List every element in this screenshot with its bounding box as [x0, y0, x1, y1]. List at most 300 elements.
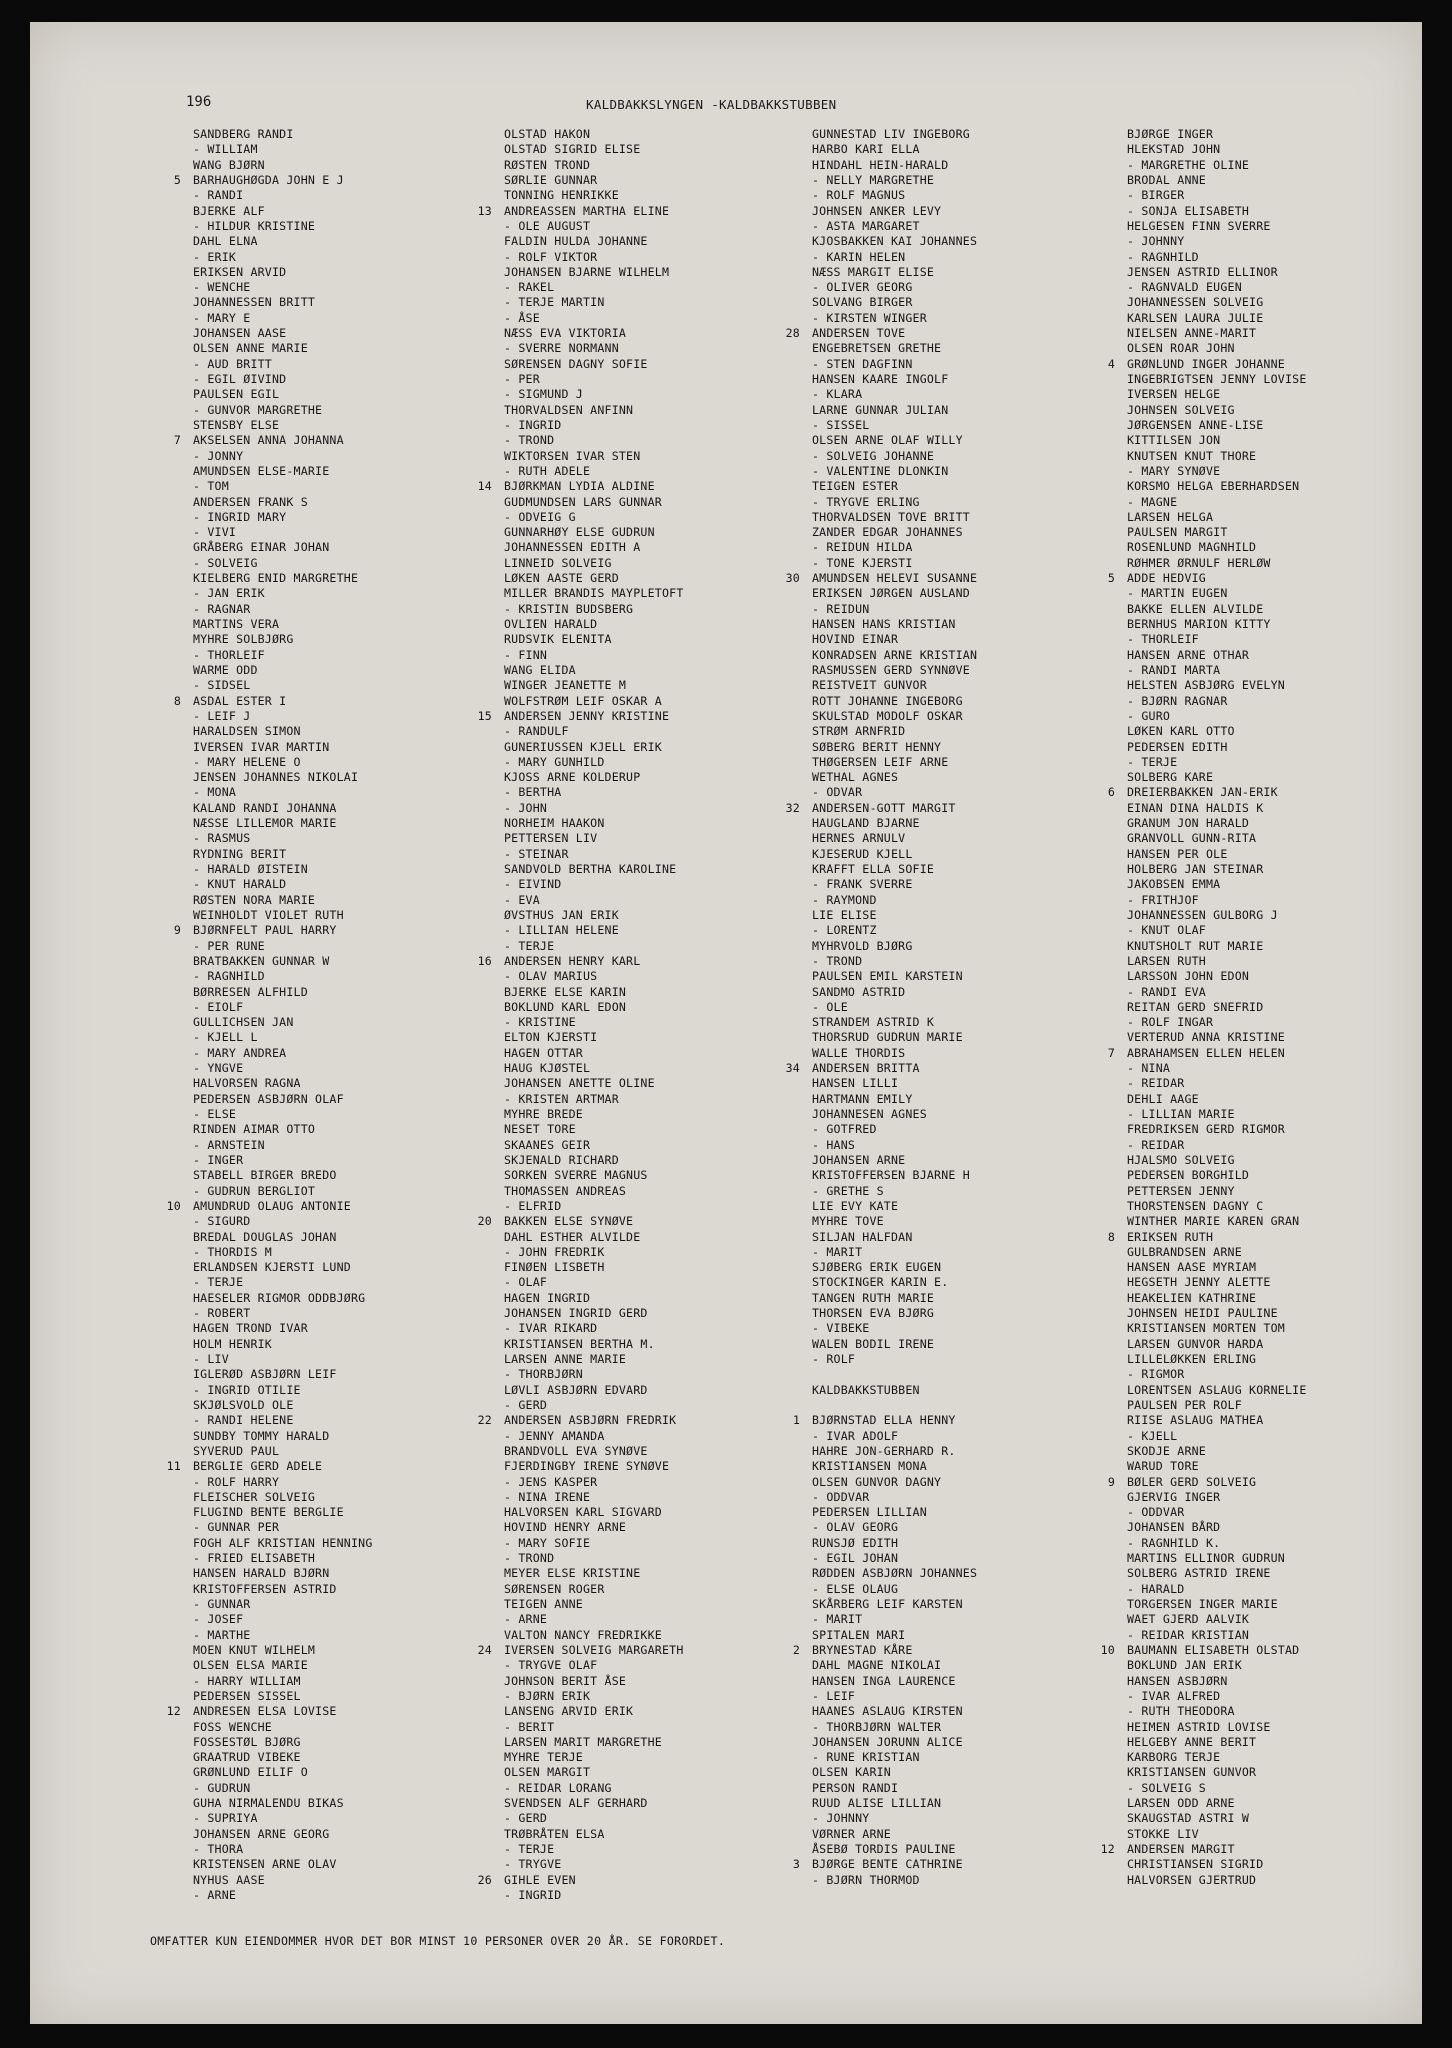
resident-name: HARALDSEN SIMON: [193, 724, 301, 739]
list-item: [193, 1413, 373, 1428]
resident-name: JOHANSEN ANETTE OLINE: [504, 1076, 655, 1091]
list-item: [504, 403, 684, 418]
resident-name: VALTON NANCY FREDRIKKE: [504, 1627, 662, 1642]
resident-name: - OLAF: [504, 1275, 548, 1290]
list-item: [812, 204, 977, 219]
list-item: [193, 341, 373, 356]
resident-name: JOHANSEN BÅRD: [1127, 1520, 1221, 1535]
list-item: [504, 632, 684, 647]
resident-name: - TERJE MARTIN: [504, 295, 605, 310]
resident-name: - INGRID: [504, 1887, 562, 1902]
resident-name: HARTMANN EMILY: [812, 1091, 913, 1106]
list-item: [812, 1214, 977, 1229]
list-item: [193, 1337, 373, 1352]
resident-name: OLSEN KARIN: [812, 1765, 891, 1780]
list-item: [193, 755, 373, 770]
resident-name: THORVALDSEN ANFINN: [504, 402, 634, 417]
list-item: [193, 1582, 373, 1597]
resident-name: ZANDER EDGAR JOHANNES: [812, 525, 963, 540]
list-item: [193, 877, 373, 892]
list-item: [1127, 495, 1307, 510]
list-item: [812, 709, 977, 724]
resident-name: RINDEN AIMAR OTTO: [193, 1122, 316, 1137]
resident-name: GUNNESTAD LIV INGEBORG: [812, 127, 970, 141]
list-item: [193, 280, 373, 295]
resident-name: GRANVOLL GUNN-RITA: [1127, 831, 1257, 846]
resident-name: - GERD: [504, 1397, 548, 1412]
resident-name: HANSEN HARALD BJØRN: [193, 1566, 330, 1581]
list-item: [504, 1092, 684, 1107]
resident-name: WINGER JEANETTE M: [504, 678, 627, 693]
list-item: [193, 525, 373, 540]
list-item: [504, 1475, 684, 1490]
list-item: [193, 632, 373, 647]
list-item: [812, 311, 977, 326]
resident-name: HAGEN OTTAR: [504, 1045, 583, 1060]
resident-name: NÆSS MARGIT ELISE: [812, 264, 935, 279]
resident-name: - TERJE: [504, 938, 555, 953]
list-item: [1127, 1260, 1307, 1275]
list-item: [504, 617, 684, 632]
resident-name: LARSEN ANNE MARIE: [504, 1352, 627, 1366]
resident-name: SANDVOLD BERTHA KAROLINE: [504, 862, 677, 876]
resident-name: - RASMUS: [193, 831, 251, 846]
list-item: [193, 1643, 373, 1658]
list-item: [812, 602, 977, 617]
resident-name: KJOSS ARNE KOLDERUP: [504, 770, 641, 785]
house-number: 3: [792, 1857, 800, 1872]
resident-name: - TONE KJERSTI: [812, 555, 913, 570]
list-item: [193, 1888, 373, 1903]
list-item: [193, 740, 373, 755]
resident-name: WIKTORSEN IVAR STEN: [504, 448, 641, 463]
list-item: [504, 816, 684, 831]
list-item: [504, 694, 684, 709]
list-item: [477, 1214, 684, 1229]
list-item: [477, 708, 684, 724]
resident-name: HELSTEN ASBJØRG EVELYN: [1127, 678, 1285, 693]
house-number: 12: [1100, 1842, 1115, 1856]
resident-name: RIISE ASLAUG MATHEA: [1127, 1413, 1264, 1428]
list-item: [1127, 1689, 1307, 1704]
list-item: [1127, 632, 1307, 647]
resident-name: IVERSEN IVAR MARTIN: [193, 739, 330, 754]
list-item: [504, 372, 684, 387]
resident-name: ROTT JOHANNE INGEBORG: [812, 693, 963, 708]
resident-name: - LEIF J: [193, 708, 251, 723]
house-number: 24: [477, 1642, 492, 1657]
list-item: [812, 1153, 977, 1168]
list-item: [812, 1230, 977, 1245]
house-number: 30: [785, 571, 800, 586]
list-item: [504, 847, 684, 862]
resident-name: HAGEN INGRID: [504, 1290, 591, 1305]
list-item: [193, 495, 373, 510]
resident-name: ANDERSEN BRITTA: [812, 1061, 920, 1076]
resident-name: JOHANSEN INGRID GERD: [504, 1306, 648, 1321]
resident-name: GULLICHSEN JAN: [193, 1015, 294, 1030]
resident-name: BOKLUND JAN ERIK: [1127, 1658, 1242, 1673]
list-item: [193, 1720, 373, 1735]
list-item: [193, 479, 373, 494]
list-item: [1127, 1291, 1307, 1306]
list-item: [193, 1750, 373, 1765]
resident-name: - MARY SYNØVE: [1127, 463, 1221, 478]
resident-name: - EVA: [504, 892, 540, 907]
resident-name: - JOHN: [504, 800, 548, 815]
list-item: [1127, 1857, 1307, 1872]
list-item: [504, 142, 684, 157]
resident-name: RUDSVIK ELENITA: [504, 632, 612, 647]
list-item: [792, 1642, 977, 1658]
list-item: [193, 1475, 373, 1490]
list-item: [193, 908, 373, 923]
list-item: [504, 1597, 684, 1612]
resident-name: WARME ODD: [193, 662, 258, 677]
list-item: [1107, 356, 1307, 372]
list-item: [1107, 785, 1307, 800]
list-item: [812, 1138, 977, 1153]
list-item: [812, 1383, 977, 1398]
resident-name: BERNHUS MARION KITTY: [1127, 617, 1271, 631]
resident-name: WALLE THORDIS: [812, 1045, 906, 1060]
resident-name: NYHUS AASE: [193, 1872, 265, 1887]
list-item: [193, 540, 373, 555]
list-item: [193, 1245, 373, 1260]
resident-name: - THORA: [193, 1842, 244, 1856]
list-item: [504, 602, 684, 617]
resident-name: HLEKSTAD JOHN: [1127, 142, 1221, 157]
resident-name: - INGRID: [504, 417, 562, 432]
house-number: 8: [1107, 1229, 1115, 1244]
resident-name: HELGESEN FINN SVERRE: [1127, 218, 1271, 233]
list-item: [1127, 173, 1307, 188]
resident-name: PEDERSEN ASBJØRN OLAF: [193, 1091, 344, 1106]
resident-name: LØKEN AASTE GERD: [504, 571, 619, 586]
list-item: [785, 800, 977, 816]
list-item: [504, 1536, 684, 1551]
resident-name: RUNSJØ EDITH: [812, 1535, 899, 1550]
resident-name: - EIVIND: [504, 877, 562, 892]
resident-name: - GUDRUN: [193, 1780, 251, 1795]
resident-name: - MARIT: [812, 1244, 863, 1259]
resident-name: - OLE AUGUST: [504, 218, 591, 233]
resident-name: OLSTAD SIGRID ELISE: [504, 142, 641, 157]
resident-name: SYVERUD PAUL: [193, 1443, 280, 1458]
list-item: [1127, 694, 1307, 709]
list-item: [1127, 663, 1307, 678]
house-number: 34: [785, 1061, 800, 1076]
list-item: [193, 418, 373, 433]
house-number: 7: [173, 433, 181, 448]
list-item: [504, 740, 684, 755]
resident-name: JOHANNESSEN EDITH A: [504, 540, 641, 555]
list-item: [1127, 1735, 1307, 1750]
list-item: [1127, 1383, 1307, 1398]
resident-name: LARSEN GUNVOR HARDA: [1127, 1336, 1264, 1351]
resident-name: MEYER ELSE KRISTINE: [504, 1566, 641, 1581]
resident-name: BJØRKMAN LYDIA ALDINE: [504, 479, 655, 494]
list-item: [812, 1168, 977, 1183]
list-item: [1127, 433, 1307, 448]
list-item: [504, 1765, 684, 1780]
list-item: [193, 188, 373, 203]
resident-name: JAKOBSEN EMMA: [1127, 877, 1221, 892]
resident-name: - IVAR ALFRED: [1127, 1688, 1221, 1703]
resident-name: WALEN BODIL IRENE: [812, 1336, 935, 1351]
resident-name: - BJØRN THORMOD: [812, 1872, 920, 1887]
resident-name: STABELL BIRGER BREDO: [193, 1168, 337, 1183]
list-item: [193, 250, 373, 265]
list-item: [193, 219, 373, 234]
resident-name: INGEBRIGTSEN JENNY LOVISE: [1127, 372, 1307, 386]
resident-name: PAULSEN PER ROLF: [1127, 1397, 1242, 1412]
list-item: [812, 1122, 977, 1137]
resident-name: FOSSESTØL BJØRG: [193, 1734, 301, 1749]
list-item: [166, 1198, 373, 1214]
resident-name: WETHAL AGNES: [812, 770, 899, 785]
list-item: [1127, 893, 1307, 908]
list-item: [193, 1291, 373, 1306]
resident-name: HALVORSEN GJERTRUD: [1127, 1872, 1257, 1887]
resident-name: KJOSBAKKEN KAI JOHANNES: [812, 234, 978, 249]
list-item: [193, 1061, 373, 1076]
list-item: [1127, 1628, 1307, 1643]
resident-name: BRANDVOLL EVA SYNØVE: [504, 1443, 648, 1458]
resident-name: - RANDI: [193, 188, 244, 203]
resident-name: - JENS KASPER: [504, 1474, 598, 1489]
list-item: [1127, 372, 1307, 387]
list-item: [1127, 586, 1307, 601]
resident-name: - GERD: [504, 1811, 548, 1826]
list-item: [812, 1030, 977, 1045]
list-item: [193, 204, 373, 219]
resident-name: - MARGRETHE OLINE: [1127, 157, 1250, 172]
resident-name: KORSMO HELGA EBERHARDSEN: [1127, 479, 1300, 494]
resident-name: MYHRE SOLBJØRG: [193, 632, 294, 647]
resident-name: FALDIN HULDA JOHANNE: [504, 234, 648, 249]
house-number: 13: [477, 203, 492, 218]
resident-name: ANDERSEN TOVE: [812, 326, 906, 341]
resident-name: LARSSON JOHN EDON: [1127, 969, 1250, 984]
list-item: [812, 1000, 977, 1015]
list-item: [1127, 204, 1307, 219]
resident-name: - KJELL L: [193, 1030, 258, 1045]
resident-name: JOHNSEN HEIDI PAULINE: [1127, 1306, 1278, 1321]
resident-name: ABRAHAMSEN ELLEN HELEN: [1127, 1045, 1285, 1060]
resident-name: DAHL ELNA: [193, 234, 258, 249]
list-item: [193, 1076, 373, 1091]
resident-name: - RANDI MARTA: [1127, 662, 1221, 677]
list-item: [504, 1796, 684, 1811]
list-item: [812, 1720, 977, 1735]
list-item: [477, 953, 684, 969]
list-item: [504, 449, 684, 464]
list-item: [812, 234, 977, 249]
resident-name: - TRYGVE ERLING: [812, 494, 920, 509]
resident-name: BARHAUGHØGDA JOHN E J: [193, 172, 344, 187]
list-item: [1127, 1214, 1307, 1229]
list-item: [1127, 250, 1307, 265]
list-item: [504, 755, 684, 770]
list-item: [812, 678, 977, 693]
resident-name: - GUNVOR MARGRETHE: [193, 402, 323, 417]
resident-name: - THORDIS M: [193, 1244, 272, 1259]
list-item: [1127, 464, 1307, 479]
resident-name: DREIERBAKKEN JAN-ERIK: [1127, 785, 1278, 800]
resident-name: - REIDAR KRISTIAN: [1127, 1627, 1250, 1642]
resident-name: THORSTENSEN DAGNY C: [1127, 1198, 1264, 1213]
list-item: [504, 341, 684, 356]
resident-name: - OLAV MARIUS: [504, 969, 598, 984]
resident-name: THORVALDSEN TOVE BRITT: [812, 509, 970, 524]
resident-name: HINDAHL HEIN-HARALD: [812, 157, 949, 172]
list-item: [166, 1459, 373, 1474]
list-item: [504, 1153, 684, 1168]
list-item: [193, 1658, 373, 1673]
list-item: [193, 1551, 373, 1566]
list-item: [1127, 1827, 1307, 1842]
resident-name: BØRRESEN ALFHILD: [193, 984, 308, 999]
resident-name: - WENCHE: [193, 280, 251, 295]
resident-name: - JOSEF: [193, 1612, 244, 1627]
list-item: [1127, 1061, 1307, 1076]
list-item: [193, 1168, 373, 1183]
resident-name: - STEINAR: [504, 846, 569, 861]
resident-name: - RAGNAR: [193, 601, 251, 616]
list-item: [812, 586, 977, 601]
resident-name: - FINN: [504, 647, 548, 662]
list-item: [812, 939, 977, 954]
list-item: [504, 1337, 684, 1352]
list-item: [504, 1260, 684, 1275]
list-item: [173, 433, 373, 448]
list-item: [812, 923, 977, 938]
resident-name: - RAGNHILD: [193, 969, 265, 984]
list-item: [504, 1842, 684, 1857]
list-item: [812, 785, 977, 800]
resident-name: PEDERSEN LILLIAN: [812, 1505, 927, 1520]
resident-name: GUHA NIRMALENDU BIKAS: [193, 1796, 344, 1811]
list-item: [173, 172, 373, 188]
list-item: [1127, 449, 1307, 464]
resident-name: - IVAR RIKARD: [504, 1321, 598, 1336]
resident-name: - MAGNE: [1127, 494, 1178, 509]
house-number: 20: [477, 1214, 492, 1229]
list-item: [812, 1505, 977, 1520]
list-item: [504, 663, 684, 678]
resident-name: - RAGNVALD EUGEN: [1127, 280, 1242, 295]
resident-name: ELTON KJERSTI: [504, 1030, 598, 1045]
resident-name: RYDNING BERIT: [193, 846, 287, 861]
resident-name: - LILLIAN HELENE: [504, 923, 619, 938]
resident-name: HAUG KJØSTEL: [504, 1061, 591, 1076]
resident-name: BØLER GERD SOLVEIG: [1127, 1474, 1257, 1489]
list-item: [785, 1061, 977, 1076]
resident-name: GUNERIUSSEN KJELL ERIK: [504, 739, 662, 754]
list-item: [812, 1475, 977, 1490]
list-item: [1107, 1229, 1307, 1245]
resident-name: SPITALEN MARI: [812, 1627, 906, 1642]
resident-name: LARSEN ODD ARNE: [1127, 1796, 1235, 1811]
resident-name: SJØBERG ERIK EUGEN: [812, 1260, 942, 1275]
resident-name: - BERTHA: [504, 785, 562, 800]
list-item: [193, 1260, 373, 1275]
list-item: [1127, 1520, 1307, 1535]
resident-name: - GUNNAR: [193, 1597, 251, 1611]
resident-name: KIELBERG ENID MARGRETHE: [193, 571, 359, 586]
list-item: [504, 326, 684, 341]
resident-name: LØKEN KARL OTTO: [1127, 724, 1235, 739]
list-item: [504, 969, 684, 984]
list-item: [1127, 387, 1307, 402]
list-item: [193, 403, 373, 418]
list-item: [504, 985, 684, 1000]
list-item: [812, 862, 977, 877]
resident-name: - ELSE: [193, 1107, 237, 1121]
resident-name: - TERJE: [1127, 754, 1178, 769]
list-item: [812, 663, 977, 678]
resident-name: - KRISTEN ARTMAR: [504, 1091, 619, 1106]
list-item: [785, 571, 978, 586]
list-item: [193, 648, 373, 663]
resident-name: - GURO: [1127, 708, 1171, 723]
list-item: [1127, 1750, 1307, 1765]
resident-name: HANSEN PER OLE: [1127, 846, 1228, 861]
list-item: [193, 816, 373, 831]
resident-name: HERNES ARNULV: [812, 831, 906, 846]
resident-name: - THORBJØRN WALTER: [812, 1719, 942, 1734]
resident-name: - EGIL JOHAN: [812, 1551, 899, 1566]
list-item: [193, 464, 373, 479]
list-item: [504, 678, 684, 693]
resident-name: - RANDULF: [504, 724, 569, 739]
list-item: [193, 1612, 373, 1627]
list-item: [1127, 188, 1307, 203]
list-item: [1127, 1566, 1307, 1581]
list-item: [193, 724, 373, 739]
resident-name: - YNGVE: [193, 1061, 244, 1076]
resident-name: HALVORSEN RAGNA: [193, 1076, 301, 1091]
list-item: [193, 1873, 373, 1888]
resident-name: - TROND: [504, 1551, 555, 1566]
resident-name: FOGH ALF KRISTIAN HENNING: [193, 1535, 373, 1550]
column-1: [166, 127, 373, 1903]
list-item: [812, 1520, 977, 1535]
list-item: [812, 295, 977, 310]
resident-name: ANDERSEN ASBJØRN FREDRIK: [504, 1413, 677, 1428]
resident-name: ANDERSEN-GOTT MARGIT: [812, 800, 956, 815]
list-item: [812, 1459, 977, 1474]
resident-name: - REIDAR: [1127, 1137, 1185, 1152]
list-item: [1127, 403, 1307, 418]
list-item: [193, 1367, 373, 1382]
resident-name: - EGIL ØIVIND: [193, 372, 287, 386]
resident-name: - KARIN HELEN: [812, 249, 906, 264]
resident-name: BJØRNSTAD ELLA HENNY: [812, 1413, 956, 1428]
resident-name: TONNING HENRIKKE: [504, 188, 619, 203]
list-item: [504, 158, 684, 173]
resident-name: - KRISTIN BUDSBERG: [504, 601, 634, 616]
resident-name: - VIVI: [193, 525, 237, 540]
list-item: [812, 158, 977, 173]
resident-name: LARNE GUNNAR JULIAN: [812, 402, 949, 417]
list-item: [1127, 326, 1307, 341]
resident-name: OLSEN MARGIT: [504, 1765, 591, 1780]
resident-name: JOHANSEN ARNE: [812, 1152, 906, 1167]
resident-name: PETTERSEN LIV: [504, 831, 598, 846]
house-number: 9: [1107, 1474, 1115, 1489]
